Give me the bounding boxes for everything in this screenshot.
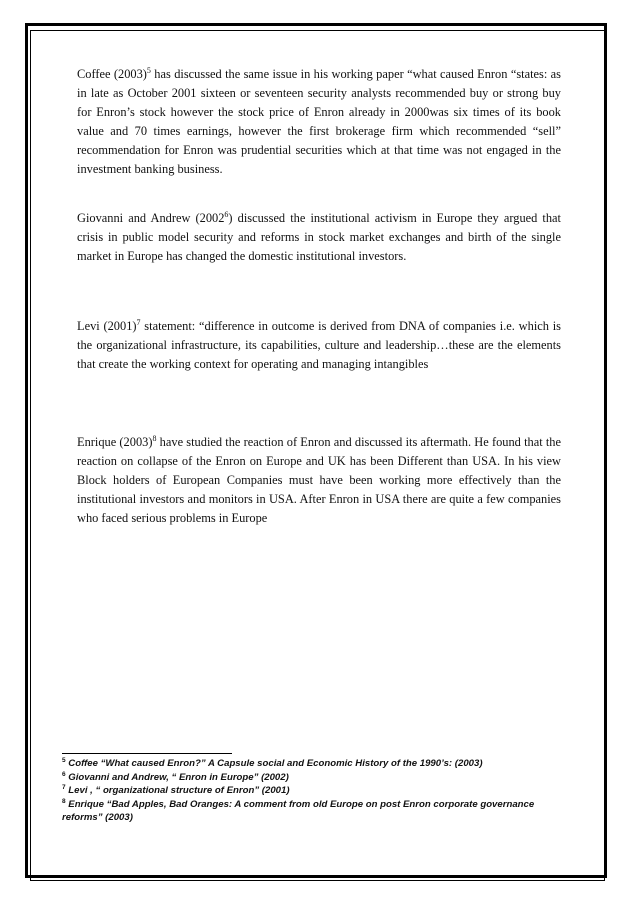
footnote-number: 6 xyxy=(62,770,66,778)
footnote-text: Enrique “Bad Apples, Bad Oranges: A comment from old Europe on post Enron corporate governance reforms” (2003) xyxy=(62,798,535,824)
paragraph-lead: Coffee (2003) xyxy=(77,67,147,81)
footnote-separator xyxy=(62,753,232,754)
footnote-text: Coffee “What caused Enron?” A Capsule social and Economic History of the 1990’s: (2003) xyxy=(65,758,483,769)
paragraph-levi xyxy=(77,317,561,374)
paragraph-text: has discussed the same issue in his working paper “what caused Enron “states: as in late as October 2001 sixteen or seventeen security analysts recommended buy or strong buy for Enron’s stock however the stock price of Enron already in 2000was six times of its book value and 70 times earnings, however the first brokerage firm which recommended “sell” recommendation for Enron was prudential securities which at that time was not engaged in the investment banking business. xyxy=(77,67,561,176)
footnote-ref-8[interactable]: 8 xyxy=(152,434,157,443)
paragraph-lead: Enrique (2003) xyxy=(77,435,153,449)
footnote-7 xyxy=(62,784,562,798)
paragraph-coffee xyxy=(77,65,561,179)
footnotes xyxy=(62,757,562,825)
footnote-text: Giovanni and Andrew, “ Enron in Europe” (2002) xyxy=(65,771,289,783)
paragraph-lead: Giovanni and Andrew (2002 xyxy=(77,211,225,225)
footnote-number: 5 xyxy=(62,757,66,764)
paragraph-lead: Levi (2001) xyxy=(77,319,137,333)
footnote-ref-6[interactable]: 6 xyxy=(224,210,229,219)
paragraph-text: statement: “difference in outcome is derived from DNA of companies i.e. which is the organizational infrastructure, its capabilities, culture and leadership…these are the elements that create the working context for operating and managing intangibles xyxy=(77,319,562,371)
paragraph-giovanni-andrew xyxy=(77,209,561,266)
footnote-number: 7 xyxy=(62,784,66,792)
footnote-number: 8 xyxy=(62,797,66,805)
paragraph-enrique xyxy=(77,433,561,528)
paragraph-text: have studied the reaction of Enron and discussed its aftermath. He found that the reaction on collapse of the Enron on Europe and UK has been Different than USA. In his view Block holders of European Companies must have been working more effectively than the institutional investors and monitors in USA. After Enron in USA there are quite a few companies who faced serious problems in Europe xyxy=(77,435,561,525)
footnote-ref-7[interactable]: 7 xyxy=(136,318,141,327)
footnote-text: Levi , “ organizational structure of Enron” (2001) xyxy=(65,785,290,797)
footnote-ref-5[interactable]: 5 xyxy=(146,66,151,75)
footnote-5 xyxy=(62,757,562,771)
footnote-8 xyxy=(62,798,562,825)
footnote-6 xyxy=(62,771,562,785)
paragraph-text: ) discussed the institutional activism in Europe they argued that crisis in public model security and reforms in stock market exchanges and birth of the single market in Europe has changed the domestic institutional investors. xyxy=(77,211,561,263)
